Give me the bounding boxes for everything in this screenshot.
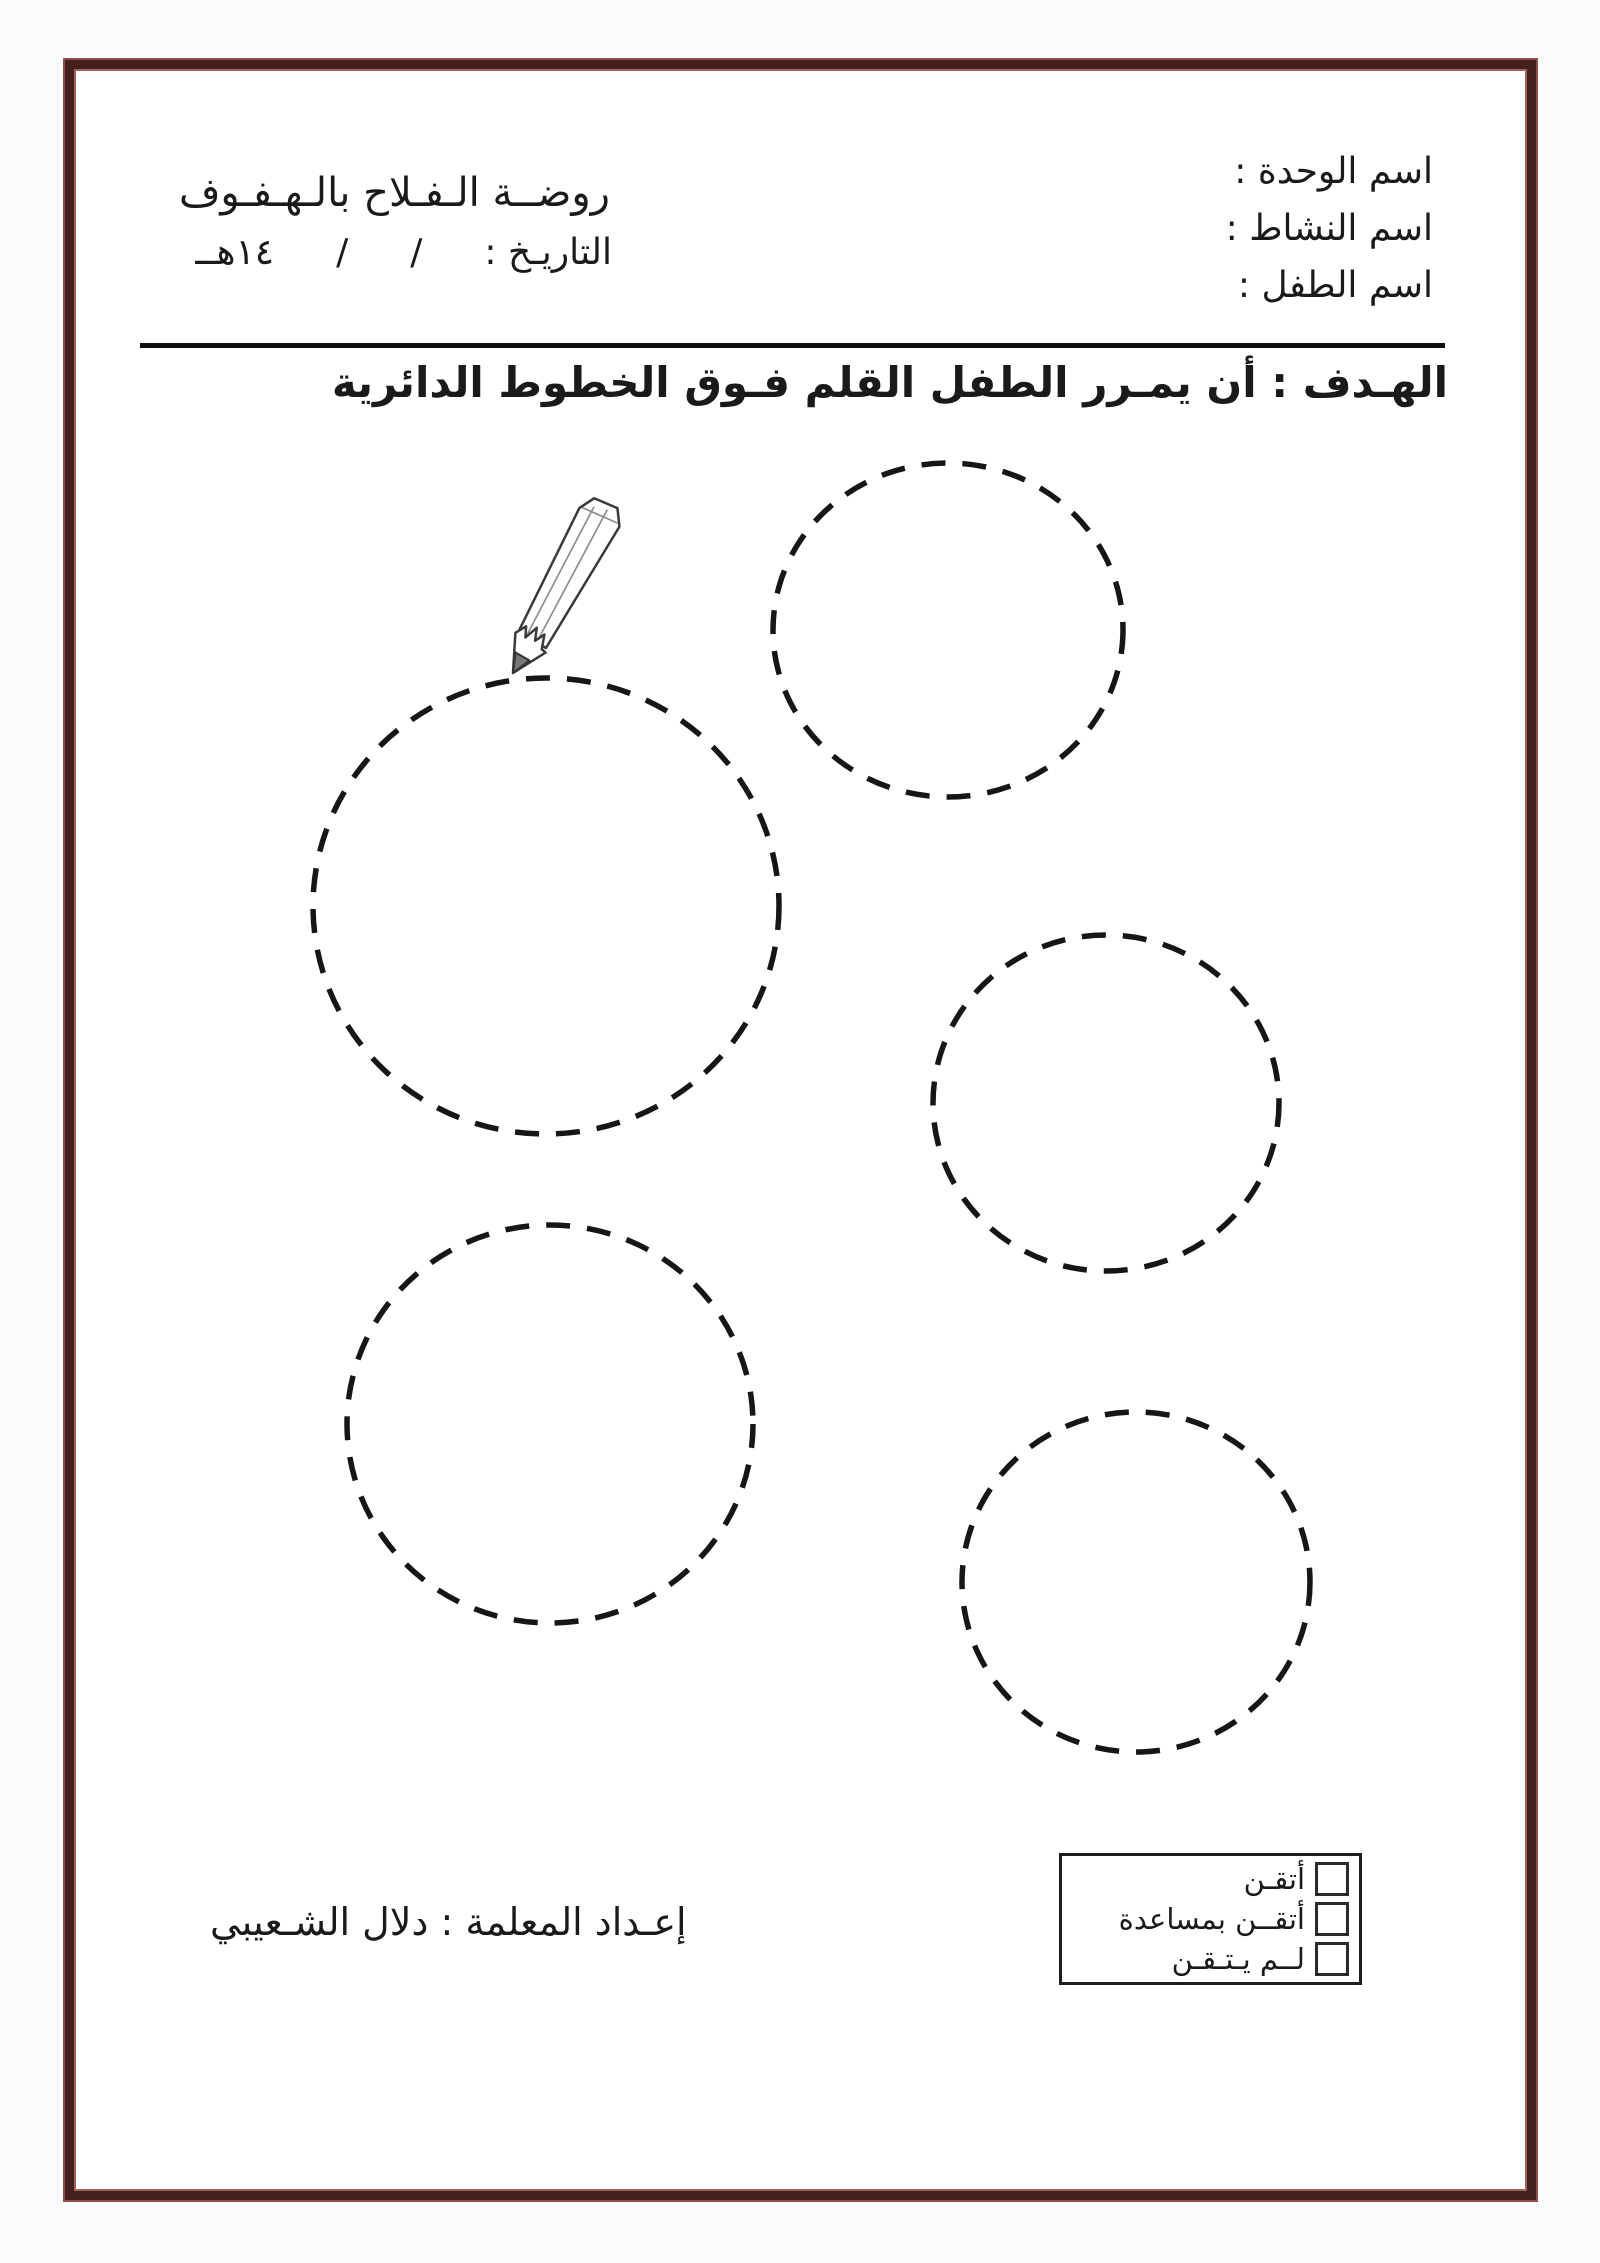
header-divider (140, 343, 1445, 348)
header-right-block (1226, 152, 1433, 323)
checkbox-mastered[interactable] (1315, 1862, 1349, 1896)
date-slash: / (410, 232, 423, 273)
child-name-label: اسم الطفل : (1237, 265, 1433, 306)
checkbox-not-mastered[interactable] (1315, 1942, 1349, 1976)
date-label: التاريـخ : (484, 232, 612, 273)
checkbox-label: أتقــن بمساعدة (1118, 1902, 1305, 1936)
assessment-box (1059, 1853, 1362, 1985)
checkbox-label: لــم يـتـقـن (1171, 1942, 1305, 1976)
date-hijri-year: ١٤هــ (195, 232, 275, 273)
assessment-row-mastered-with-help (1072, 1899, 1349, 1939)
date-row (140, 232, 612, 273)
checkbox-mastered-with-help[interactable] (1315, 1902, 1349, 1936)
teacher-credit: إعـداد المعلمة : دلال الشـعيبي (210, 1900, 687, 1944)
activity-name-label: اسم النشاط : (1225, 208, 1433, 249)
assessment-row-mastered (1072, 1859, 1349, 1899)
date-slash: / (336, 232, 349, 273)
objective-text: الهـدف : أن يمـرر الطفل القلم فـوق الخطوط الدائرية (331, 358, 1448, 407)
assessment-row-not-mastered (1072, 1939, 1349, 1979)
school-name: روضــة الـفـلاح بالـهـفـوف (178, 170, 610, 216)
checkbox-label: أتقـن (1243, 1862, 1305, 1896)
header-left-block (140, 170, 612, 273)
unit-name-label: اسم الوحدة : (1234, 151, 1433, 192)
